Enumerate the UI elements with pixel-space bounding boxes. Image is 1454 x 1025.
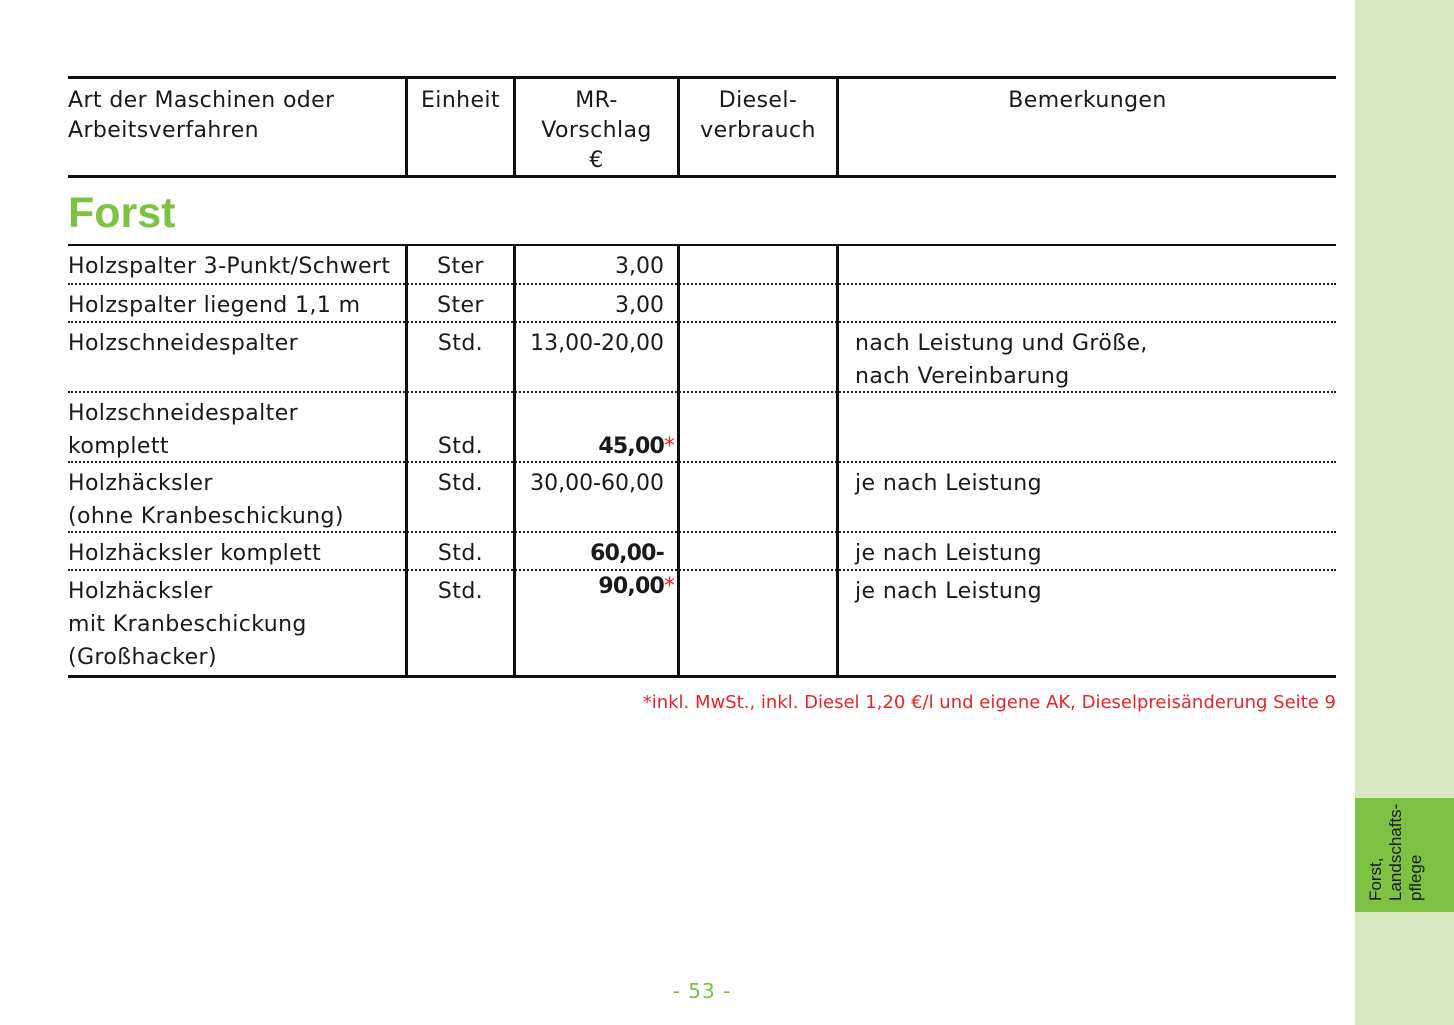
header-mr-proposal: MR- Vorschlag € <box>516 79 680 175</box>
unit: Std. <box>437 541 484 566</box>
unit: Std. <box>437 579 484 604</box>
price-value: 60,00-90,00 <box>590 541 664 599</box>
diesel-consumption <box>680 246 839 283</box>
diesel-consumption <box>680 323 839 391</box>
machine-name: Holzschneidespalter <box>68 331 299 356</box>
remarks <box>839 246 1336 283</box>
column-divider <box>513 246 516 678</box>
machine-name: Holzspalter 3-Punkt/Schwert <box>68 254 391 279</box>
price-footnote-marker: * <box>664 574 675 599</box>
side-strip <box>1355 0 1454 1025</box>
price <box>516 571 680 675</box>
remarks: nach Leistung und Größe, nach Vereinbarung <box>855 331 1148 389</box>
price-value: 3,00 <box>615 254 664 279</box>
unit: Ster <box>437 293 484 318</box>
column-divider <box>405 246 408 678</box>
header-diesel-consumption: Diesel- verbrauch <box>680 79 839 175</box>
price <box>516 393 680 461</box>
price <box>516 246 680 283</box>
header-machine-type: Art der Maschinen oder Arbeitsverfahren <box>68 79 408 175</box>
diesel-consumption <box>680 393 839 461</box>
page-number: - 53 - <box>672 979 732 1003</box>
chapter-tab-label <box>1355 798 1426 912</box>
price-value: 45,00 <box>598 434 664 459</box>
table-row <box>68 393 1336 463</box>
unit: Std. <box>437 434 484 459</box>
remarks: je nach Leistung <box>855 541 1042 566</box>
price-value: 3,00 <box>615 293 664 318</box>
chapter-tab-line: Landschafts- <box>1386 803 1405 901</box>
chapter-tab-line: pflege <box>1406 854 1425 901</box>
diesel-consumption <box>680 533 839 569</box>
table-row <box>68 323 1336 393</box>
remarks: je nach Leistung <box>855 579 1042 604</box>
machine-name: Holzspalter liegend 1,1 m <box>68 293 361 318</box>
remarks <box>839 285 1336 321</box>
column-divider <box>677 246 680 678</box>
machine-name: Holzhäcksler (ohne Kranbeschickung) <box>68 471 344 529</box>
table-row <box>68 285 1336 323</box>
table-header <box>68 76 1336 178</box>
unit: Std. <box>437 471 484 496</box>
diesel-consumption <box>680 463 839 531</box>
remarks: je nach Leistung <box>855 471 1042 496</box>
diesel-consumption <box>680 285 839 321</box>
footnote: *inkl. MwSt., inkl. Diesel 1,20 €/l und eigene AK, Dieselpreisänderung Seite 9 <box>642 692 1336 713</box>
table-body <box>68 246 1336 678</box>
price-value: 13,00-20,00 <box>530 331 664 356</box>
chapter-tab <box>1355 798 1454 912</box>
machine-name: Holzhäcksler komplett <box>68 541 322 566</box>
price <box>516 463 680 531</box>
table-row <box>68 571 1336 678</box>
table-row <box>68 463 1336 533</box>
remarks <box>839 393 1336 461</box>
header-unit: Einheit <box>408 79 516 175</box>
unit: Ster <box>437 254 484 279</box>
machine-name: Holzschneidespalter komplett <box>68 401 299 459</box>
chapter-tab-line: Forst, <box>1366 857 1385 901</box>
unit: Std. <box>437 331 484 356</box>
price <box>516 285 680 321</box>
section-title: Forst <box>68 178 1336 246</box>
column-divider <box>836 246 839 678</box>
table-row <box>68 533 1336 599</box>
price-footnote-marker: * <box>664 434 675 459</box>
price-table <box>68 76 1336 678</box>
diesel-consumption <box>680 571 839 675</box>
machine-name: Holzhäcksler mit Kranbeschickung (Großhacker) <box>68 579 307 670</box>
price-value: 30,00-60,00 <box>530 471 664 496</box>
price <box>516 323 680 391</box>
header-remarks: Bemerkungen <box>1008 88 1167 113</box>
price <box>516 533 680 599</box>
table-row <box>68 246 1336 285</box>
